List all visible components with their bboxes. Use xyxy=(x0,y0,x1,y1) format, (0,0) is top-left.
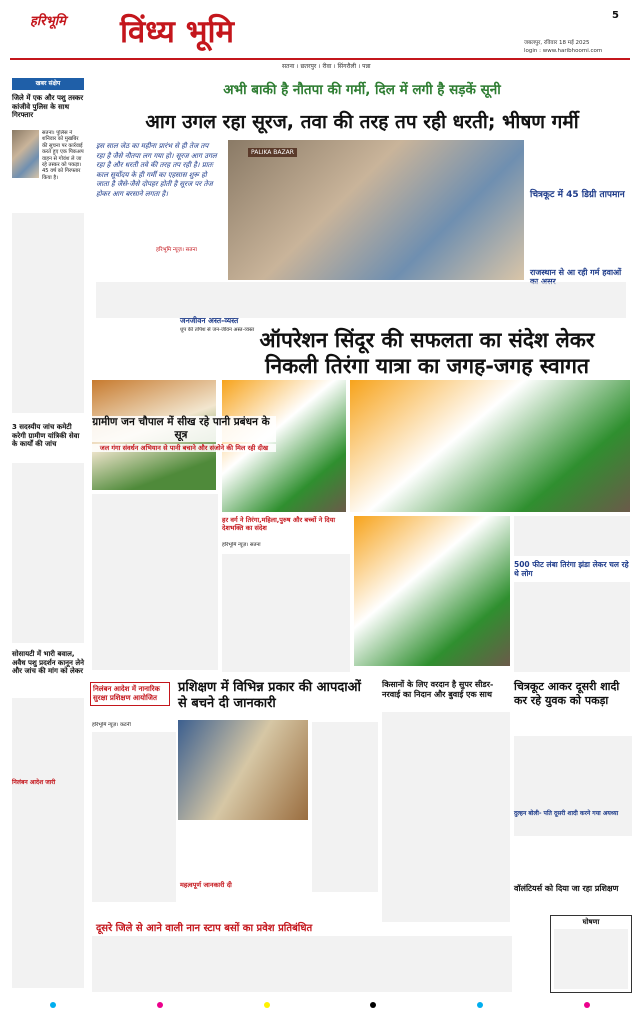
top-story-side-head: चित्रकूट में 45 डिग्री तापमान xyxy=(530,190,625,200)
top-story-byline: हरिभूमि न्यूज़। सतना xyxy=(156,247,197,253)
reg-dot xyxy=(264,1002,270,1008)
operation-side-text-2 xyxy=(514,582,630,672)
page-number: 5 xyxy=(612,10,619,21)
chitrakoot-headline: चित्रकूट आकर दूसरी शादी कर रहे युवक को पकड़ा xyxy=(514,680,620,707)
operation-caption-head: हर वर्ग ने तिरंगा,महिला,पुरुष और बच्चों ने दिया देशभक्ति का संदेश xyxy=(222,516,336,532)
sidebar-story-4-head: निलंबन आदेश जारी xyxy=(12,779,56,786)
training-byline: हरिभूमि न्यूज़। कटनी xyxy=(92,722,131,728)
sidebar xyxy=(12,78,84,993)
sidebar-story-3-head: सोसायटी में भारी बवाल, अवैध पशु प्रदर्शन कानून लेने और जांच की मांग को लेकर xyxy=(12,650,84,675)
training-kicker: निलंबन आदेश में नानारिक सुरक्षा प्रशिक्षण आयोजित xyxy=(90,682,170,706)
date-line: जबलपुर, रविवार 18 मई 2025 xyxy=(524,40,590,46)
reg-dot xyxy=(584,1002,590,1008)
masthead xyxy=(0,0,640,70)
farmers-text xyxy=(382,712,510,922)
operation-text xyxy=(222,554,350,672)
page-title: विंध्य भूमि xyxy=(120,14,235,50)
sidebar-header: खबर संक्षेप xyxy=(12,78,84,90)
reg-dot xyxy=(370,1002,376,1008)
chitrakoot-text xyxy=(514,736,632,836)
top-story-subhead: जनजीवन अस्त-व्यस्त xyxy=(180,316,239,325)
masthead-rule xyxy=(10,58,630,60)
operation-side-head: 500 फीट लंबा तिरंगा झंडा लेकर चल रहे थे लोग xyxy=(514,560,629,578)
training-text xyxy=(92,732,176,902)
training-headline: प्रशिक्षण में विभिन्न प्रकार की आपदाओं से बचने दी जानकारी xyxy=(178,680,361,711)
operation-photo-main xyxy=(350,380,630,512)
operation-headline-2: निकली तिरंगा यात्रा का जगह-जगह स्वागत xyxy=(265,354,589,378)
notice-box xyxy=(550,915,632,993)
training-text-2 xyxy=(312,722,378,892)
reg-dot xyxy=(477,1002,483,1008)
reg-dot xyxy=(157,1002,163,1008)
edition-list: सतना । छतरपुर । रीवा । सिंगरौली । पन्ना xyxy=(282,63,371,70)
top-story-lead: इस साल जेठ का महीना प्रारंभ से ही तेज तप रहा है जैसे नौतपा लग गया हो। सूरज आग उगल रहा है और धरती तवे की तरह तप रही है। प्रातः काल सूर्योदय के ही गर्मी का एहसास शुरू हो जाता है जैसे-जैसे दोपहर होती है सूरज पर तेज होकर आग बरसाने लगता है। xyxy=(96,142,217,198)
sidebar-story-2-head: 3 सदस्यीय जांच कमेटी करेगी ग्रामीण यांत्रिकी सेवा के कार्यों की जांच xyxy=(12,423,80,448)
water-subhead: जल गंगा संवर्धन अभियान से पानी बचाने और संजोने की मिल रही दीख xyxy=(92,444,276,452)
water-headline: ग्रामीण जन चौपाल में सीख रहे पानी प्रबंधन के सूत्र xyxy=(86,416,276,442)
reg-dot xyxy=(50,1002,56,1008)
operation-photo-strip xyxy=(354,516,510,666)
sidebar-filler-2 xyxy=(12,463,84,643)
top-story-sub-text: धूप की तपिश से जन-जीवन अस्त-व्यस्त xyxy=(180,327,255,333)
training-subhead: महत्वपूर्ण जानकारी दी xyxy=(180,881,232,889)
url-line[interactable]: login : www.haribhoomi.com xyxy=(524,48,603,54)
operation-headline-1: ऑपरेशन सिंदूर की सफलता का संदेश लेकर xyxy=(259,328,595,352)
photo-caption-text: PALIKA BAZAR xyxy=(248,148,297,157)
chitrakoot-subhead: दुल्हन बोली- पति दूसरी शादी करने गया अयध्या xyxy=(514,810,619,817)
sidebar-filler-3 xyxy=(12,698,84,988)
sidebar-photo xyxy=(12,130,39,178)
stamp-headline: दूसरे जिले से आने वाली नान स्टाप बसों का प्रवेश प्रतिबंधित xyxy=(96,923,313,934)
sidebar-story-1-head: जिले में एक और पशु तस्कर कांजीवे पुलिस के साथ गिरफ्तार xyxy=(12,94,84,119)
brand-logo: हरिभूमि xyxy=(30,14,66,29)
water-text xyxy=(92,494,218,670)
operation-byline: हरिभूमि न्यूज़। सतना xyxy=(222,542,261,548)
registration-strip xyxy=(0,1000,640,1010)
operation-side-text xyxy=(514,516,630,556)
sidebar-filler-1 xyxy=(12,213,84,413)
top-story-headline: आग उगल रहा सूरज, तवा की तरह तप रही धरती; भीषण गर्मी xyxy=(145,111,579,133)
top-story-photo xyxy=(228,140,524,280)
volunteers-headline: वॉलंटियर्स को दिया जा रहा प्रशिक्षण xyxy=(514,884,619,893)
notice-text xyxy=(554,929,628,989)
training-photo xyxy=(178,720,308,820)
sidebar-story-1-body: सतना। पुलिस ने शनिवार को मुखबिर की सूचना पर कार्रवाई करते हुए एक पिकअप वाहन से गोवंश ले जा रहे तस्कर को पकड़ा। 45 वर्ष को गिरफ्तार किया है। xyxy=(42,130,84,181)
top-story-columns xyxy=(96,282,626,318)
top-story-side-head-2: राजस्थान से आ रही गर्म हवाओं xyxy=(530,268,622,277)
stamp-text xyxy=(92,936,512,992)
top-story-kicker: अभी बाकी है नौतपा की गर्मी, दिल में लगी है सड़कें सूनी xyxy=(223,82,501,98)
farmers-headline: किसानों के लिए वरदान है सुपर सीडर- नरवाई का निदान और बुवाई एक साथ xyxy=(382,680,494,699)
notice-title: घोषणा xyxy=(582,918,600,926)
